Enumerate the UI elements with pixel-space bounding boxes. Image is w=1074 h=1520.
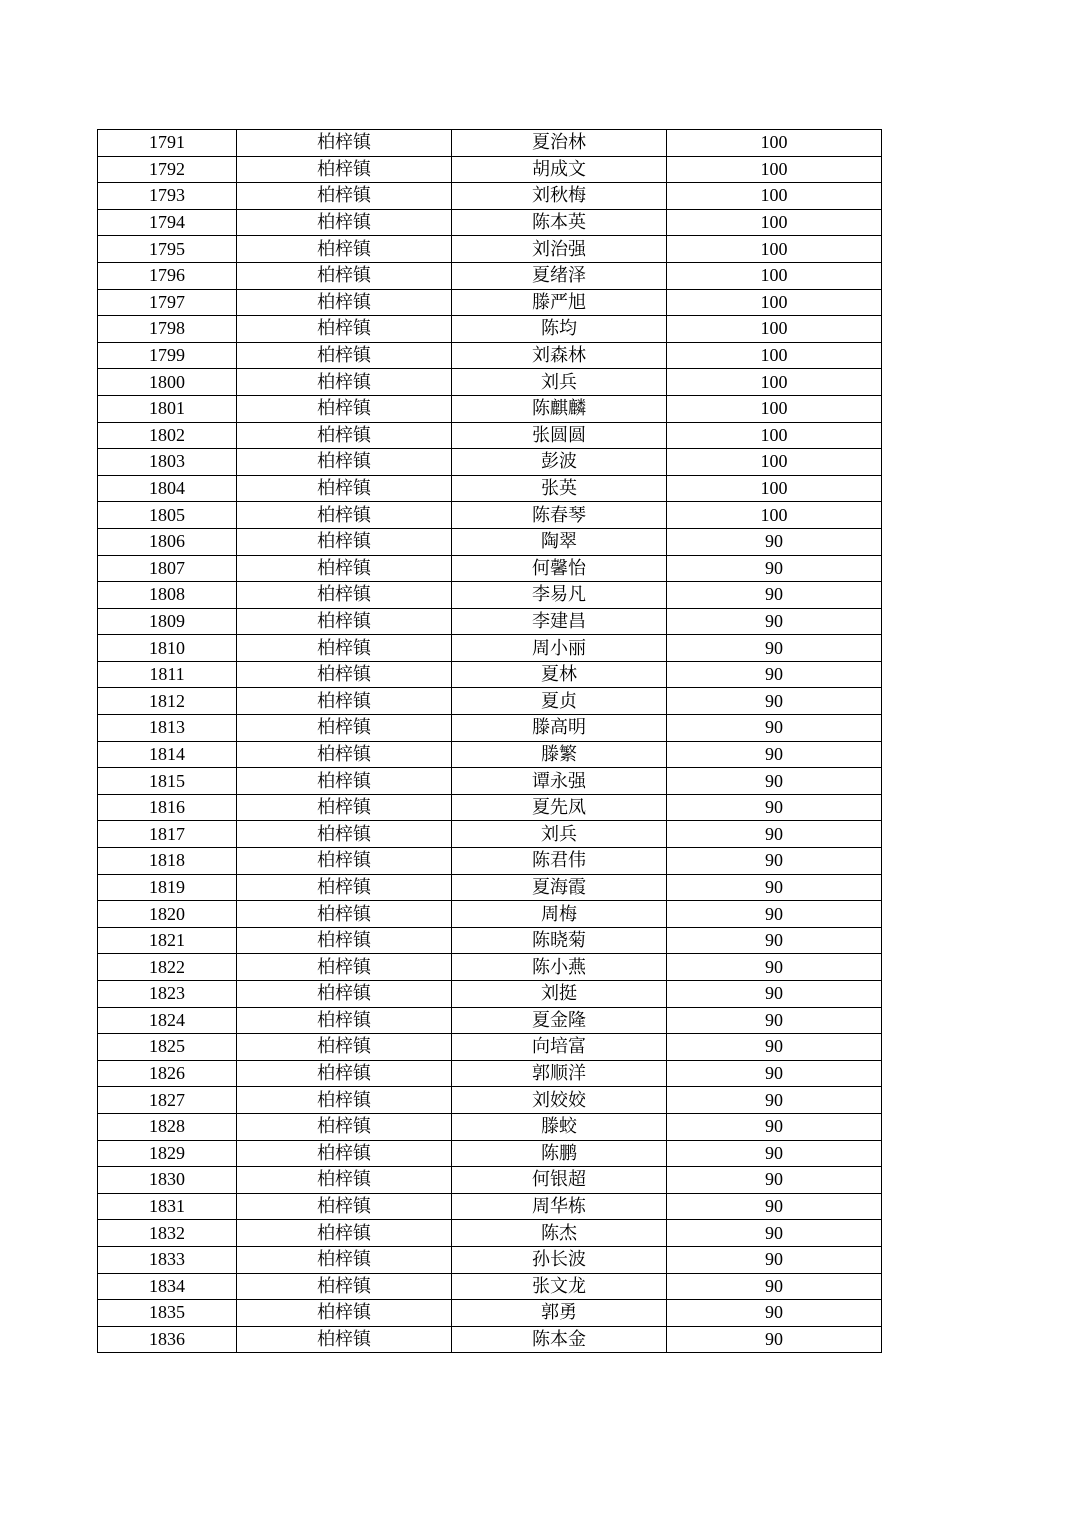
amount-cell: 90: [667, 741, 882, 768]
name-cell: 刘挺: [452, 981, 667, 1008]
town-cell: 柏梓镇: [237, 502, 452, 529]
town-cell: 柏梓镇: [237, 821, 452, 848]
town-cell: 柏梓镇: [237, 1300, 452, 1327]
amount-cell: 100: [667, 209, 882, 236]
amount-cell: 100: [667, 156, 882, 183]
name-cell: 谭永强: [452, 768, 667, 795]
town-cell: 柏梓镇: [237, 528, 452, 555]
row-number-cell: 1821: [98, 927, 237, 954]
name-cell: 陈本金: [452, 1326, 667, 1353]
table-row: [98, 130, 882, 157]
row-number-cell: 1827: [98, 1087, 237, 1114]
town-cell: 柏梓镇: [237, 555, 452, 582]
table-row: [98, 528, 882, 555]
row-number-cell: 1834: [98, 1273, 237, 1300]
row-number-cell: 1831: [98, 1193, 237, 1220]
name-cell: 张圆圆: [452, 422, 667, 449]
table-row: [98, 927, 882, 954]
name-cell: 郭顺洋: [452, 1060, 667, 1087]
amount-cell: 90: [667, 1326, 882, 1353]
table-row: [98, 768, 882, 795]
table-row: [98, 954, 882, 981]
table-row: [98, 794, 882, 821]
amount-cell: 100: [667, 342, 882, 369]
town-cell: 柏梓镇: [237, 582, 452, 609]
amount-cell: 100: [667, 262, 882, 289]
name-cell: 彭波: [452, 449, 667, 476]
name-cell: 周华栋: [452, 1193, 667, 1220]
row-number-cell: 1828: [98, 1113, 237, 1140]
amount-cell: 100: [667, 449, 882, 476]
row-number-cell: 1797: [98, 289, 237, 316]
town-cell: 柏梓镇: [237, 1140, 452, 1167]
amount-cell: 100: [667, 395, 882, 422]
name-cell: 周梅: [452, 901, 667, 928]
row-number-cell: 1817: [98, 821, 237, 848]
amount-cell: 90: [667, 927, 882, 954]
name-cell: 夏先凤: [452, 794, 667, 821]
row-number-cell: 1806: [98, 528, 237, 555]
amount-cell: 90: [667, 981, 882, 1008]
amount-cell: 90: [667, 1034, 882, 1061]
table-row: [98, 209, 882, 236]
amount-cell: 90: [667, 794, 882, 821]
town-cell: 柏梓镇: [237, 848, 452, 875]
table-row: [98, 1087, 882, 1114]
town-cell: 柏梓镇: [237, 715, 452, 742]
name-cell: 刘森林: [452, 342, 667, 369]
town-cell: 柏梓镇: [237, 475, 452, 502]
row-number-cell: 1792: [98, 156, 237, 183]
row-number-cell: 1804: [98, 475, 237, 502]
row-number-cell: 1822: [98, 954, 237, 981]
table-row: [98, 475, 882, 502]
town-cell: 柏梓镇: [237, 1007, 452, 1034]
name-cell: 胡成文: [452, 156, 667, 183]
table-row: [98, 1007, 882, 1034]
row-number-cell: 1805: [98, 502, 237, 529]
amount-cell: 90: [667, 1220, 882, 1247]
row-number-cell: 1830: [98, 1167, 237, 1194]
town-cell: 柏梓镇: [237, 1326, 452, 1353]
amount-cell: 100: [667, 183, 882, 210]
amount-cell: 90: [667, 1007, 882, 1034]
row-number-cell: 1795: [98, 236, 237, 263]
table-row: [98, 449, 882, 476]
amount-cell: 100: [667, 289, 882, 316]
amount-cell: 90: [667, 1167, 882, 1194]
amount-cell: 90: [667, 1246, 882, 1273]
table-row: [98, 1246, 882, 1273]
amount-cell: 100: [667, 316, 882, 343]
town-cell: 柏梓镇: [237, 1113, 452, 1140]
table-row: [98, 555, 882, 582]
table-row: [98, 1140, 882, 1167]
amount-cell: 100: [667, 475, 882, 502]
town-cell: 柏梓镇: [237, 927, 452, 954]
name-cell: 夏绪泽: [452, 262, 667, 289]
name-cell: 郭勇: [452, 1300, 667, 1327]
name-cell: 刘兵: [452, 369, 667, 396]
amount-cell: 90: [667, 768, 882, 795]
amount-cell: 100: [667, 236, 882, 263]
town-cell: 柏梓镇: [237, 262, 452, 289]
town-cell: 柏梓镇: [237, 635, 452, 662]
table-row: [98, 688, 882, 715]
name-cell: 夏海霞: [452, 874, 667, 901]
town-cell: 柏梓镇: [237, 130, 452, 157]
town-cell: 柏梓镇: [237, 794, 452, 821]
row-number-cell: 1808: [98, 582, 237, 609]
town-cell: 柏梓镇: [237, 1087, 452, 1114]
name-cell: 周小丽: [452, 635, 667, 662]
row-number-cell: 1816: [98, 794, 237, 821]
row-number-cell: 1794: [98, 209, 237, 236]
row-number-cell: 1809: [98, 608, 237, 635]
town-cell: 柏梓镇: [237, 1193, 452, 1220]
row-number-cell: 1823: [98, 981, 237, 1008]
row-number-cell: 1832: [98, 1220, 237, 1247]
table-row: [98, 1300, 882, 1327]
row-number-cell: 1800: [98, 369, 237, 396]
table-row: [98, 1034, 882, 1061]
name-cell: 向培富: [452, 1034, 667, 1061]
row-number-cell: 1802: [98, 422, 237, 449]
spreadsheet-page: [97, 129, 882, 1353]
town-cell: 柏梓镇: [237, 1167, 452, 1194]
row-number-cell: 1826: [98, 1060, 237, 1087]
row-number-cell: 1799: [98, 342, 237, 369]
town-cell: 柏梓镇: [237, 422, 452, 449]
row-number-cell: 1819: [98, 874, 237, 901]
name-cell: 陈小燕: [452, 954, 667, 981]
name-cell: 何馨怡: [452, 555, 667, 582]
amount-cell: 90: [667, 1300, 882, 1327]
town-cell: 柏梓镇: [237, 342, 452, 369]
name-cell: 夏治林: [452, 130, 667, 157]
town-cell: 柏梓镇: [237, 1220, 452, 1247]
table-row: [98, 1273, 882, 1300]
name-cell: 陈君伟: [452, 848, 667, 875]
table-row: [98, 316, 882, 343]
town-cell: 柏梓镇: [237, 156, 452, 183]
amount-cell: 90: [667, 1140, 882, 1167]
table-row: [98, 289, 882, 316]
name-cell: 陈晓菊: [452, 927, 667, 954]
amount-cell: 90: [667, 1113, 882, 1140]
amount-cell: 90: [667, 1060, 882, 1087]
name-cell: 夏林: [452, 661, 667, 688]
row-number-cell: 1791: [98, 130, 237, 157]
town-cell: 柏梓镇: [237, 209, 452, 236]
amount-cell: 90: [667, 582, 882, 609]
row-number-cell: 1807: [98, 555, 237, 582]
table-row: [98, 1193, 882, 1220]
table-row: [98, 502, 882, 529]
row-number-cell: 1836: [98, 1326, 237, 1353]
row-number-cell: 1818: [98, 848, 237, 875]
amount-cell: 90: [667, 901, 882, 928]
table-row: [98, 981, 882, 1008]
amount-cell: 90: [667, 874, 882, 901]
row-number-cell: 1813: [98, 715, 237, 742]
table-row: [98, 236, 882, 263]
amount-cell: 100: [667, 502, 882, 529]
amount-cell: 90: [667, 954, 882, 981]
town-cell: 柏梓镇: [237, 661, 452, 688]
table-row: [98, 183, 882, 210]
name-cell: 陈春琴: [452, 502, 667, 529]
town-cell: 柏梓镇: [237, 901, 452, 928]
amount-cell: 100: [667, 369, 882, 396]
name-cell: 刘治强: [452, 236, 667, 263]
row-number-cell: 1812: [98, 688, 237, 715]
name-cell: 张文龙: [452, 1273, 667, 1300]
row-number-cell: 1825: [98, 1034, 237, 1061]
town-cell: 柏梓镇: [237, 395, 452, 422]
town-cell: 柏梓镇: [237, 183, 452, 210]
table-row: [98, 635, 882, 662]
name-cell: 李建昌: [452, 608, 667, 635]
table-row: [98, 156, 882, 183]
row-number-cell: 1801: [98, 395, 237, 422]
row-number-cell: 1798: [98, 316, 237, 343]
amount-cell: 90: [667, 608, 882, 635]
town-cell: 柏梓镇: [237, 768, 452, 795]
name-cell: 滕蛟: [452, 1113, 667, 1140]
amount-cell: 90: [667, 1193, 882, 1220]
name-cell: 李易凡: [452, 582, 667, 609]
row-number-cell: 1815: [98, 768, 237, 795]
town-cell: 柏梓镇: [237, 741, 452, 768]
name-cell: 滕严旭: [452, 289, 667, 316]
amount-cell: 90: [667, 661, 882, 688]
row-number-cell: 1824: [98, 1007, 237, 1034]
name-cell: 夏贞: [452, 688, 667, 715]
amount-cell: 90: [667, 1087, 882, 1114]
table-row: [98, 874, 882, 901]
row-number-cell: 1793: [98, 183, 237, 210]
table-row: [98, 395, 882, 422]
table-row: [98, 741, 882, 768]
town-cell: 柏梓镇: [237, 369, 452, 396]
town-cell: 柏梓镇: [237, 1246, 452, 1273]
name-cell: 刘兵: [452, 821, 667, 848]
amount-cell: 90: [667, 715, 882, 742]
town-cell: 柏梓镇: [237, 316, 452, 343]
amount-cell: 90: [667, 1273, 882, 1300]
name-cell: 陈鹏: [452, 1140, 667, 1167]
amount-cell: 100: [667, 130, 882, 157]
name-cell: 滕高明: [452, 715, 667, 742]
row-number-cell: 1833: [98, 1246, 237, 1273]
name-cell: 陈均: [452, 316, 667, 343]
name-cell: 陶翠: [452, 528, 667, 555]
table-row: [98, 582, 882, 609]
table-row: [98, 901, 882, 928]
town-cell: 柏梓镇: [237, 1034, 452, 1061]
town-cell: 柏梓镇: [237, 874, 452, 901]
town-cell: 柏梓镇: [237, 449, 452, 476]
name-cell: 刘秋梅: [452, 183, 667, 210]
name-cell: 陈杰: [452, 1220, 667, 1247]
data-table: [97, 129, 882, 1353]
name-cell: 夏金隆: [452, 1007, 667, 1034]
name-cell: 滕繁: [452, 741, 667, 768]
table-row: [98, 848, 882, 875]
town-cell: 柏梓镇: [237, 688, 452, 715]
town-cell: 柏梓镇: [237, 981, 452, 1008]
amount-cell: 90: [667, 555, 882, 582]
row-number-cell: 1820: [98, 901, 237, 928]
table-row: [98, 262, 882, 289]
town-cell: 柏梓镇: [237, 236, 452, 263]
town-cell: 柏梓镇: [237, 1060, 452, 1087]
table-row: [98, 608, 882, 635]
town-cell: 柏梓镇: [237, 1273, 452, 1300]
name-cell: 何银超: [452, 1167, 667, 1194]
name-cell: 张英: [452, 475, 667, 502]
row-number-cell: 1811: [98, 661, 237, 688]
town-cell: 柏梓镇: [237, 608, 452, 635]
table-body: [98, 130, 882, 1353]
table-row: [98, 422, 882, 449]
table-row: [98, 369, 882, 396]
amount-cell: 90: [667, 821, 882, 848]
name-cell: 陈本英: [452, 209, 667, 236]
amount-cell: 100: [667, 422, 882, 449]
table-row: [98, 715, 882, 742]
table-row: [98, 1220, 882, 1247]
name-cell: 刘姣姣: [452, 1087, 667, 1114]
town-cell: 柏梓镇: [237, 954, 452, 981]
amount-cell: 90: [667, 635, 882, 662]
name-cell: 孙长波: [452, 1246, 667, 1273]
amount-cell: 90: [667, 528, 882, 555]
town-cell: 柏梓镇: [237, 289, 452, 316]
table-row: [98, 821, 882, 848]
table-row: [98, 661, 882, 688]
row-number-cell: 1796: [98, 262, 237, 289]
amount-cell: 90: [667, 688, 882, 715]
name-cell: 陈麒麟: [452, 395, 667, 422]
row-number-cell: 1810: [98, 635, 237, 662]
row-number-cell: 1814: [98, 741, 237, 768]
table-row: [98, 342, 882, 369]
row-number-cell: 1803: [98, 449, 237, 476]
table-row: [98, 1167, 882, 1194]
table-row: [98, 1060, 882, 1087]
row-number-cell: 1829: [98, 1140, 237, 1167]
table-row: [98, 1113, 882, 1140]
row-number-cell: 1835: [98, 1300, 237, 1327]
amount-cell: 90: [667, 848, 882, 875]
table-row: [98, 1326, 882, 1353]
